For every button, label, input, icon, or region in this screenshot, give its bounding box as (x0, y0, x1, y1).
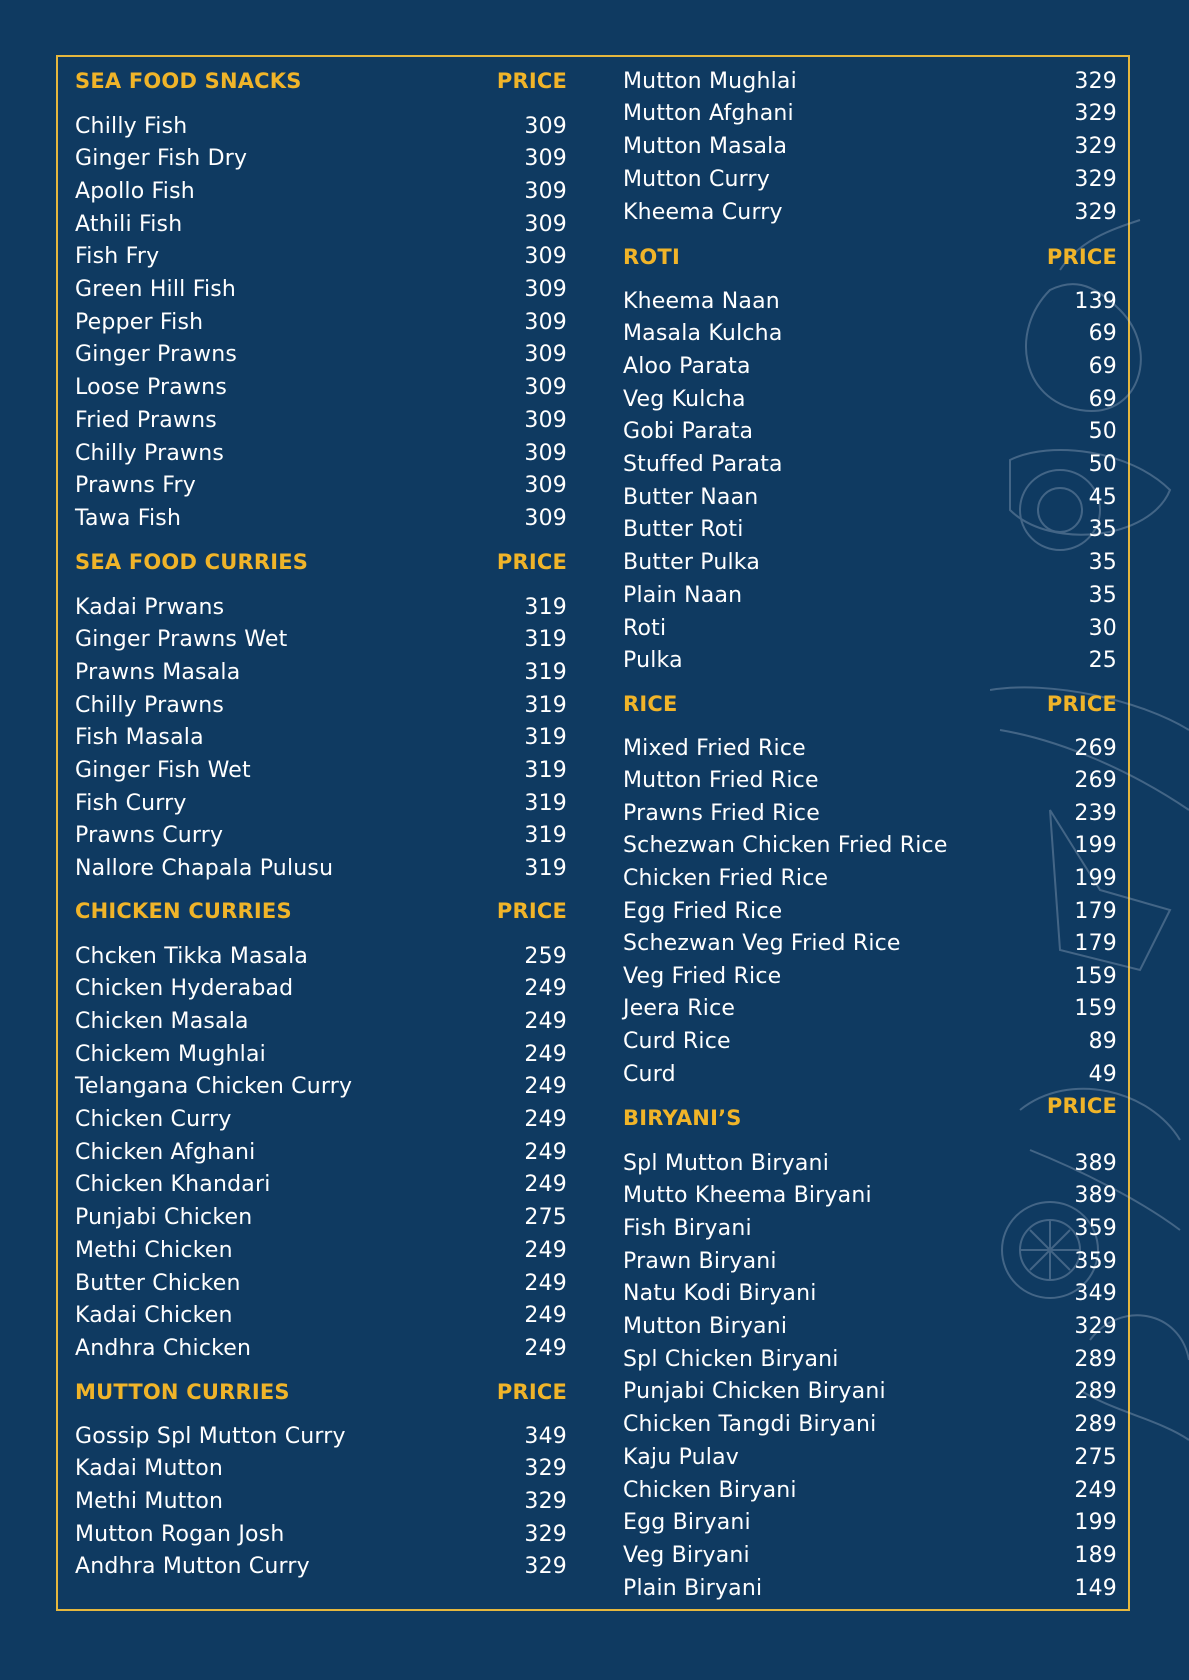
menu-item-name: Kaju Pulav (623, 1444, 740, 1470)
menu-item-price: 309 (524, 473, 567, 499)
menu-item-name: Butter Naan (623, 484, 759, 510)
menu-item-price: 249 (524, 1074, 567, 1100)
menu-item-price: 289 (1074, 1412, 1117, 1438)
menu-item-name: Chilly Fish (75, 113, 188, 139)
price-column-label: PRICE (496, 899, 567, 923)
menu-item-name: Schezwan Chicken Fried Rice (623, 833, 948, 859)
menu-item-row (75, 1301, 567, 1331)
menu-item-name: Kadai Chicken (75, 1303, 233, 1329)
menu-item-row (623, 286, 1117, 316)
menu-item-name: Butter Roti (623, 517, 744, 543)
menu-item-row (75, 1203, 567, 1233)
menu-item-name: Tawa Fish (75, 505, 182, 531)
menu-item-name: Prawn Biryani (623, 1248, 777, 1274)
menu-item-name: Punjabi Chicken Biryani (623, 1379, 886, 1405)
menu-item-row (623, 319, 1117, 349)
menu-item-row (623, 1026, 1117, 1056)
menu-item-name: Plain Biryani (623, 1575, 763, 1601)
menu-item-name: Stuffed Parata (623, 452, 783, 477)
menu-item-price: 199 (1074, 865, 1117, 891)
menu-item-name: Prawns Masala (75, 659, 241, 685)
menu-item-row (75, 625, 567, 655)
price-column-label: PRICE (1046, 692, 1117, 716)
menu-item-name: Ginger Prawns (75, 342, 238, 368)
menu-item-name: Loose Prawns (75, 375, 227, 401)
menu-item-row (75, 1486, 567, 1516)
menu-item-name: Aloo Parata (623, 353, 751, 379)
menu-item-price: 49 (1088, 1061, 1117, 1087)
menu-item-row (623, 929, 1117, 959)
menu-item-price: 35 (1088, 517, 1117, 543)
menu-item-price: 309 (524, 277, 567, 302)
menu-item-price: 69 (1088, 386, 1117, 412)
menu-item-name: Chickem Mughlai (75, 1041, 266, 1067)
menu-item-name: Mutton Biryani (623, 1314, 788, 1339)
menu-item-name: Egg Biryani (623, 1510, 751, 1536)
menu-item-row (75, 821, 567, 851)
menu-item-name: Gossip Spl Mutton Curry (75, 1423, 346, 1449)
menu-item-row (623, 1344, 1117, 1374)
menu-item-name: Chicken Khandari (75, 1172, 271, 1198)
menu-item-row (75, 1072, 567, 1102)
menu-item-name: Fried Prawns (75, 407, 217, 433)
menu-item-price: 319 (524, 790, 567, 816)
menu-item-name: Schezwan Veg Fried Rice (623, 931, 901, 957)
menu-item-price: 309 (524, 178, 567, 204)
menu-item-price: 249 (524, 1237, 567, 1263)
menu-item-name: Mutton Fried Rice (623, 768, 819, 794)
menu-item-name: Mutton Afghani (623, 101, 794, 127)
menu-item-row (623, 613, 1117, 643)
menu-item-name: Methi Chicken (75, 1237, 233, 1263)
menu-item-row (75, 1170, 567, 1200)
menu-item-row (623, 1508, 1117, 1538)
menu-item-price: 35 (1088, 550, 1117, 576)
section-title: SEA FOOD SNACKS (75, 69, 302, 93)
menu-item-row (623, 766, 1117, 796)
section-title: BIRYANI’S (623, 1106, 742, 1130)
menu-item-row (623, 1540, 1117, 1570)
menu-item-row (623, 1279, 1117, 1309)
menu-item-row (75, 690, 567, 720)
menu-item-row (623, 646, 1117, 676)
menu-item-row (75, 503, 567, 533)
menu-item-price: 349 (1074, 1281, 1117, 1307)
menu-item-name: Jeera Rice (623, 996, 736, 1022)
menu-item-price: 319 (524, 856, 567, 882)
menu-item-row (623, 1246, 1117, 1276)
menu-item-name: Chicken Tangdi Biryani (623, 1412, 877, 1438)
menu-item-price: 309 (524, 113, 567, 139)
menu-item-name: Chicken Curry (75, 1107, 232, 1132)
menu-item-price: 30 (1088, 615, 1117, 641)
section-title: CHICKEN CURRIES (75, 899, 292, 923)
menu-item-name: Athili Fish (75, 211, 183, 237)
menu-item-row (623, 1573, 1117, 1603)
menu-item-row (75, 438, 567, 468)
menu-item-name: Veg Kulcha (623, 386, 746, 412)
menu-item-row (75, 592, 567, 622)
menu-item-price: 50 (1088, 452, 1117, 477)
menu-item-row (623, 1213, 1117, 1243)
menu-item-name: Ginger Prawns Wet (75, 627, 288, 653)
menu-item-price: 249 (524, 1172, 567, 1198)
menu-item-row (75, 405, 567, 435)
menu-item-price: 159 (1074, 996, 1117, 1022)
menu-item-row (623, 164, 1117, 194)
menu-item-name: Pulka (623, 648, 683, 674)
menu-item-price: 329 (524, 1488, 567, 1514)
menu-item-price: 249 (524, 1270, 567, 1296)
menu-item-price: 309 (524, 505, 567, 531)
menu-item-name: Mixed Fried Rice (623, 735, 806, 761)
menu-item-price: 359 (1074, 1215, 1117, 1241)
menu-item-price: 329 (1074, 134, 1117, 160)
menu-item-price: 329 (524, 1456, 567, 1482)
price-column-label: PRICE (1046, 245, 1117, 269)
menu-item-row (75, 854, 567, 884)
price-column-label: PRICE (496, 1380, 567, 1404)
menu-item-row (623, 1312, 1117, 1342)
menu-item-name: Ginger Fish Wet (75, 758, 251, 783)
menu-item-row (75, 307, 567, 337)
menu-item-row (75, 144, 567, 174)
menu-item-price: 45 (1088, 484, 1117, 510)
menu-item-price: 275 (524, 1205, 567, 1231)
section-title: MUTTON CURRIES (75, 1380, 290, 1404)
menu-item-price: 139 (1074, 288, 1117, 314)
menu-item-row (75, 1333, 567, 1363)
menu-item-name: Veg Biryani (623, 1542, 750, 1568)
menu-item-price: 249 (524, 1041, 567, 1067)
menu-item-row (75, 1454, 567, 1484)
menu-item-name: Mutton Rogan Josh (75, 1521, 285, 1547)
menu-item-name: Gobi Parata (623, 419, 754, 445)
menu-item-row (75, 373, 567, 403)
menu-item-row (623, 1410, 1117, 1440)
menu-item-name: Nallore Chapala Pulusu (75, 856, 334, 882)
menu-item-name: Punjabi Chicken (75, 1205, 253, 1231)
menu-item-price: 329 (524, 1521, 567, 1547)
menu-item-row (623, 961, 1117, 991)
menu-item-name: Chicken Masala (75, 1008, 249, 1034)
menu-item-price: 249 (524, 1139, 567, 1165)
menu-item-name: Butter Chicken (75, 1270, 241, 1296)
menu-item-row (75, 176, 567, 206)
menu-item-name: Chilly Prawns (75, 692, 225, 718)
menu-item-name: Pepper Fish (75, 309, 204, 335)
menu-item-name: Mutton Curry (623, 166, 771, 192)
menu-item-price: 319 (524, 758, 567, 783)
menu-item-row (623, 831, 1117, 861)
menu-item-price: 35 (1088, 582, 1117, 608)
menu-item-row (623, 798, 1117, 828)
menu-item-name: Apollo Fish (75, 178, 195, 204)
menu-item-price: 289 (1074, 1346, 1117, 1372)
menu-item-price: 329 (1074, 199, 1117, 225)
menu-item-row (623, 994, 1117, 1024)
menu-item-price: 359 (1074, 1248, 1117, 1274)
menu-item-price: 269 (1074, 768, 1117, 794)
menu-item-name: Mutton Masala (623, 134, 788, 160)
menu-item-row (75, 756, 567, 786)
price-column-label: PRICE (496, 69, 567, 93)
menu-item-name: Fish Fry (75, 244, 160, 270)
menu-item-row (623, 482, 1117, 512)
menu-item-row (623, 1475, 1117, 1505)
menu-item-row (75, 1519, 567, 1549)
menu-item-name: Methi Mutton (75, 1488, 224, 1514)
menu-item-row (75, 974, 567, 1004)
menu-item-row (75, 111, 567, 141)
menu-item-price: 189 (1074, 1542, 1117, 1568)
menu-item-row (75, 1006, 567, 1036)
menu-item-price: 349 (524, 1423, 567, 1449)
menu-item-name: Fish Curry (75, 790, 187, 816)
menu-item-price: 249 (524, 1335, 567, 1361)
menu-item-price: 149 (1074, 1575, 1117, 1601)
menu-item-name: Curd (623, 1061, 676, 1087)
section-title: RICE (623, 692, 678, 716)
menu-item-name: Curd Rice (623, 1028, 731, 1054)
menu-item-name: Plain Naan (623, 582, 743, 608)
menu-item-name: Kadai Prwans (75, 594, 225, 620)
menu-item-price: 179 (1074, 898, 1117, 924)
menu-item-name: Kheema Naan (623, 288, 780, 314)
menu-item-name: Prawns Fried Rice (623, 800, 820, 826)
menu-item-row (75, 1105, 567, 1135)
menu-item-name: Natu Kodi Biryani (623, 1281, 817, 1307)
menu-item-row (75, 1235, 567, 1265)
menu-item-price: 389 (1074, 1150, 1117, 1176)
menu-item-name: Egg Fried Rice (623, 898, 783, 924)
section-header (623, 689, 1117, 719)
menu-item-row (623, 1059, 1117, 1089)
menu-item-price: 275 (1074, 1444, 1117, 1470)
menu-item-name: Roti (623, 615, 667, 641)
menu-item-row (75, 1039, 567, 1069)
menu-item-price: 199 (1074, 833, 1117, 859)
menu-item-price: 319 (524, 725, 567, 751)
menu-item-price: 249 (524, 1008, 567, 1034)
menu-item-price: 329 (1074, 166, 1117, 192)
menu-item-price: 319 (524, 594, 567, 620)
menu-item-name: Masala Kulcha (623, 321, 783, 347)
menu-item-price: 309 (524, 342, 567, 368)
menu-item-price: 249 (524, 976, 567, 1002)
menu-item-price: 69 (1088, 353, 1117, 379)
menu-item-name: Fish Biryani (623, 1215, 752, 1241)
menu-item-row (623, 417, 1117, 447)
menu-item-name: Prawns Curry (75, 823, 224, 849)
menu-item-name: Butter Pulka (623, 550, 761, 576)
menu-item-price: 329 (524, 1554, 567, 1580)
price-column-label: PRICE (496, 550, 567, 574)
section-title: SEA FOOD CURRIES (75, 550, 309, 574)
menu-item-price: 309 (524, 211, 567, 237)
menu-item-name: Kheema Curry (623, 199, 783, 225)
menu-item-row (75, 242, 567, 272)
menu-item-row (75, 1421, 567, 1451)
menu-item-name: Mutton Mughlai (623, 68, 797, 94)
menu-item-row (75, 788, 567, 818)
menu-item-price: 289 (1074, 1379, 1117, 1405)
menu-item-name: Telangana Chicken Curry (75, 1074, 353, 1100)
menu-item-row (75, 1137, 567, 1167)
menu-item-row (623, 1148, 1117, 1178)
menu-item-row (623, 197, 1117, 227)
menu-item-row (75, 340, 567, 370)
menu-item-row (75, 471, 567, 501)
menu-item-name: Chicken Afghani (75, 1139, 256, 1165)
menu-item-price: 329 (1074, 68, 1117, 94)
menu-item-row (623, 580, 1117, 610)
menu-item-row (623, 132, 1117, 162)
menu-item-name: Kadai Mutton (75, 1456, 224, 1482)
menu-item-row (623, 515, 1117, 545)
menu-item-price: 269 (1074, 735, 1117, 761)
menu-item-price: 259 (524, 943, 567, 969)
menu-item-price: 309 (524, 440, 567, 466)
menu-item-price: 249 (524, 1107, 567, 1132)
menu-item-name: Chcken Tikka Masala (75, 943, 309, 969)
menu-item-price: 159 (1074, 963, 1117, 989)
menu-item-price: 329 (1074, 1314, 1117, 1339)
menu-item-row (623, 384, 1117, 414)
menu-item-price: 309 (524, 407, 567, 433)
menu-item-row (623, 863, 1117, 893)
menu-item-row (75, 1268, 567, 1298)
menu-item-name: Green Hill Fish (75, 277, 237, 302)
menu-item-price: 249 (1074, 1477, 1117, 1503)
menu-item-name: Chicken Fried Rice (623, 865, 829, 891)
menu-item-price: 329 (1074, 101, 1117, 127)
menu-item-name: Chicken Biryani (623, 1477, 797, 1503)
menu-item-price: 25 (1088, 648, 1117, 674)
menu-item-price: 69 (1088, 321, 1117, 347)
menu-item-name: Spl Chicken Biryani (623, 1346, 839, 1372)
menu-item-price: 319 (524, 823, 567, 849)
menu-item-price: 319 (524, 659, 567, 685)
menu-item-price: 309 (524, 244, 567, 270)
section-header (75, 547, 567, 577)
menu-item-price: 50 (1088, 419, 1117, 445)
menu-item-price: 89 (1088, 1028, 1117, 1054)
section-header (75, 1377, 567, 1407)
menu-item-price: 309 (524, 375, 567, 401)
menu-item-row (623, 99, 1117, 129)
menu-item-price: 249 (524, 1303, 567, 1329)
menu-item-price: 179 (1074, 931, 1117, 957)
menu-item-row (623, 548, 1117, 578)
menu-item-name: Ginger Fish Dry (75, 146, 248, 172)
menu-item-row (75, 657, 567, 687)
menu-item-row (75, 723, 567, 753)
menu-item-name: Chilly Prawns (75, 440, 225, 466)
menu-item-name: Andhra Chicken (75, 1335, 252, 1361)
menu-item-name: Veg Fried Rice (623, 963, 782, 989)
menu-item-price: 239 (1074, 800, 1117, 826)
menu-item-row (75, 209, 567, 239)
section-header (75, 896, 567, 926)
menu-item-row (623, 1181, 1117, 1211)
menu-item-row (623, 733, 1117, 763)
menu-item-name: Chicken Hyderabad (75, 976, 294, 1002)
menu-item-row (623, 66, 1117, 96)
section-header (623, 242, 1117, 272)
menu-item-price: 319 (524, 692, 567, 718)
section-title: ROTI (623, 245, 680, 269)
menu-item-row (623, 1442, 1117, 1472)
price-column-label: PRICE (1046, 1094, 1117, 1118)
menu-item-name: Prawns Fry (75, 473, 196, 499)
section-header (623, 1094, 1117, 1133)
menu-item-price: 389 (1074, 1183, 1117, 1209)
menu-item-name: Spl Mutton Biryani (623, 1150, 830, 1176)
menu-item-row (75, 941, 567, 971)
menu-item-row (623, 896, 1117, 926)
section-header (75, 66, 567, 96)
menu-item-price: 309 (524, 146, 567, 172)
menu-item-name: Fish Masala (75, 725, 204, 751)
menu-item-name: Andhra Mutton Curry (75, 1554, 310, 1580)
menu-item-price: 199 (1074, 1510, 1117, 1536)
menu-item-price: 309 (524, 309, 567, 335)
menu-item-row (623, 351, 1117, 381)
menu-item-row (623, 1377, 1117, 1407)
menu-item-name: Mutto Kheema Biryani (623, 1183, 872, 1209)
menu-item-row (75, 275, 567, 305)
menu-item-price: 319 (524, 627, 567, 653)
menu-item-row (623, 450, 1117, 480)
menu-item-row (75, 1552, 567, 1582)
